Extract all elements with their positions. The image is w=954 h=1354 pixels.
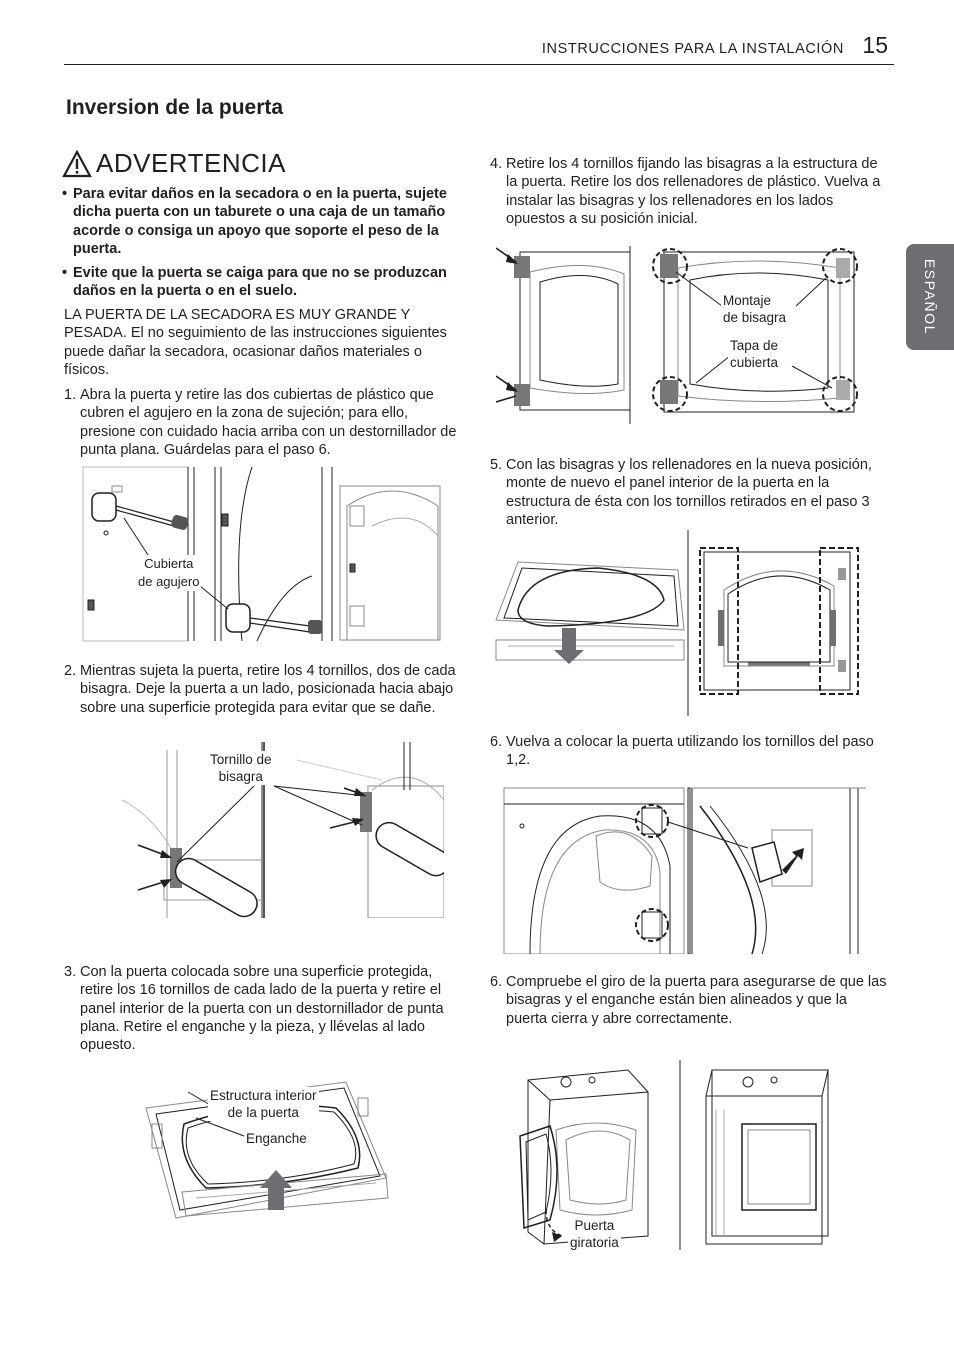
language-tab-label: ESPAÑOL [922, 258, 938, 336]
header-title: INSTRUCCIONES PARA LA INSTALACIÓN [541, 41, 844, 57]
fig3-latch-label: Enganche [246, 1131, 307, 1146]
warning-note: LA PUERTA DE LA SECADORA ES MUY GRANDE Y PESADA. El no seguimiento de las instrucciones siguientes puede dañar la secadora, ocasionar daños materiales o físicos. [64, 307, 447, 378]
step-6: 6. Vuelva a colocar la puerta utilizando los tornillos del paso 1,2. [490, 734, 874, 769]
step-5: 5. Con las bisagras y los rellenadores en la nueva posición, monte de nuevo el panel interior de la puerta en la estructura de ésta con los tornillos retirados en el paso 3 anterior. [490, 457, 872, 528]
figure-step-5 [488, 530, 860, 716]
figure-step-6 [500, 786, 866, 954]
fig1-label: Cubierta de agujero [138, 556, 200, 589]
fig3-frame-label: Estructura interior de la puerta [210, 1088, 317, 1120]
step-2: 2. Mientras sujeta la puerta, retire los 4 tornillos, dos de cada bisagra. Deje la puerta a un lado, posicionada hacia abajo sobre una superficie protegida para evitar que se dañe. [64, 663, 456, 716]
section-title: Inversion de la puerta [66, 96, 284, 119]
warning-triangle-icon [62, 150, 92, 178]
fig2-label: Tornillo de bisagra [210, 752, 272, 784]
page-header [64, 30, 894, 65]
warning-bullet-1: • Para evitar daños en la secadora o en la puerta, sujete dicha puerta con un taburete o una caja de un tamaño acorde o consiga un apoyo que soporte el peso de la puerta. [62, 186, 447, 257]
language-tab [906, 244, 954, 350]
page-number: 15 [862, 32, 888, 58]
step-7: 6. Compruebe el giro de la puerta para asegurarse de que las bisagras y el enganche están bien alineados y que la puerta cierra y abre correctamente. [490, 974, 887, 1027]
fig4-cap-label: Tapa de cubierta [730, 338, 779, 370]
fig7-label: Puerta giratoria [570, 1218, 619, 1250]
step-4: 4. Retire los 4 tornillos fijando las bisagras a la estructura de la puerta. Retire los dos rellenadores de plástico. Vuelva a instalar las bisagras y los rellenadores en los lados opuestos a su posición inicial. [490, 156, 881, 227]
step-1: 1. Abra la puerta y retire las dos cubiertas de plástico que cubren el agujero en la zona de sujeción; para ello, presione con cuidado hacia arriba con un destornillador de punta plana. Guárdelas para el paso 6. [64, 387, 457, 458]
warning-title: ADVERTENCIA [96, 148, 286, 178]
warning-heading [62, 148, 286, 179]
step-3: 3. Con la puerta colocada sobre una superficie protegida, retire los 16 tornillos de cada lado de la puerta y retire el panel interior de la puerta con un destornillador de punta plana. Retire el enganche y la pieza, y llévelas al lado opuesto. [64, 964, 444, 1054]
figure-step-1 [82, 466, 442, 642]
figure-step-7 [516, 1060, 838, 1250]
figure-step-4 [496, 238, 862, 424]
warning-bullet-2: • Evite que la puerta se caiga para que no se produzcan daños en la puerta o en el suelo. [62, 265, 447, 300]
fig4-hinge-label: Montaje de bisagra [723, 293, 787, 325]
